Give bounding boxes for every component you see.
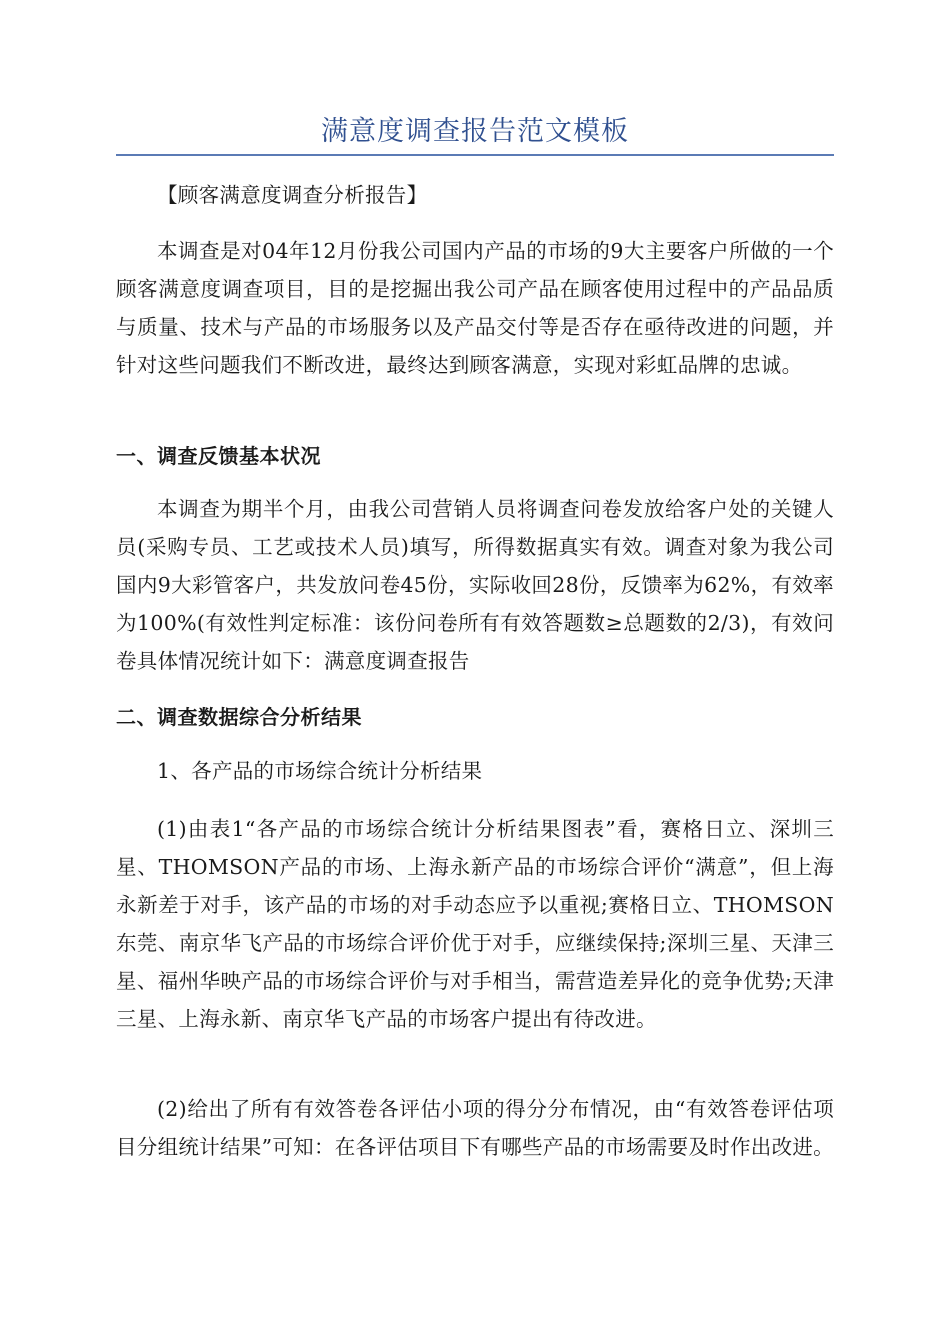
section-2-paragraph-1: (1)由表1“各产品的市场综合统计分析结果图表”看，赛格日立、深圳三星、THOMSON产品的市场、上海永新产品的市场综合评价“满意”，但上海永新差于对手，该产品的市场的对手动态应予以重视;赛格日立、THOMSON东莞、南京华飞产品的市场综合评价优于对手，应继续保持;深圳三星、天津三星、福州华映产品的市场综合评价与对手相当，需营造差异化的竞争优势;天津三星、上海永新、南京华飞产品的市场客户提出有待改进。 xyxy=(116,817,834,1031)
document-title: 满意度调查报告范文模板 xyxy=(321,116,629,147)
section-1-paragraph: 本调查为期半个月，由我公司营销人员将调查问卷发放给客户处的关键人员(采购专员、工艺或技术人员)填写，所得数据真实有效。调查对象为我公司国内9大彩管客户，共发放问卷45份，实际收回28份，反馈率为62%，有效率为100%(有效性判定标准：该份问卷所有有效答题数≥总题数的2/3)，有效问卷具体情况统计如下：满意度调查报告 xyxy=(116,497,834,673)
title-underline xyxy=(116,154,834,156)
report-subtitle: 【顾客满意度调查分析报告】 xyxy=(157,183,428,207)
section-2-subheading: 1、各产品的市场综合统计分析结果 xyxy=(157,759,483,783)
section-2-heading: 二、调查数据综合分析结果 xyxy=(116,705,362,729)
intro-paragraph: 本调查是对04年12月份我公司国内产品的市场的9大主要客户所做的一个顾客满意度调查项目，目的是挖掘出我公司产品在顾客使用过程中的产品品质与质量、技术与产品的市场服务以及产品交付等是否存在亟待改进的问题，并针对这些问题我们不断改进，最终达到顾客满意，实现对彩虹品牌的忠诚。 xyxy=(116,239,834,377)
section-2-paragraph-2: (2)给出了所有有效答卷各评估小项的得分分布情况，由“有效答卷评估项目分组统计结果”可知：在各评估项目下有哪些产品的市场需要及时作出改进。 xyxy=(116,1097,834,1159)
section-1-heading: 一、调查反馈基本状况 xyxy=(116,444,321,468)
